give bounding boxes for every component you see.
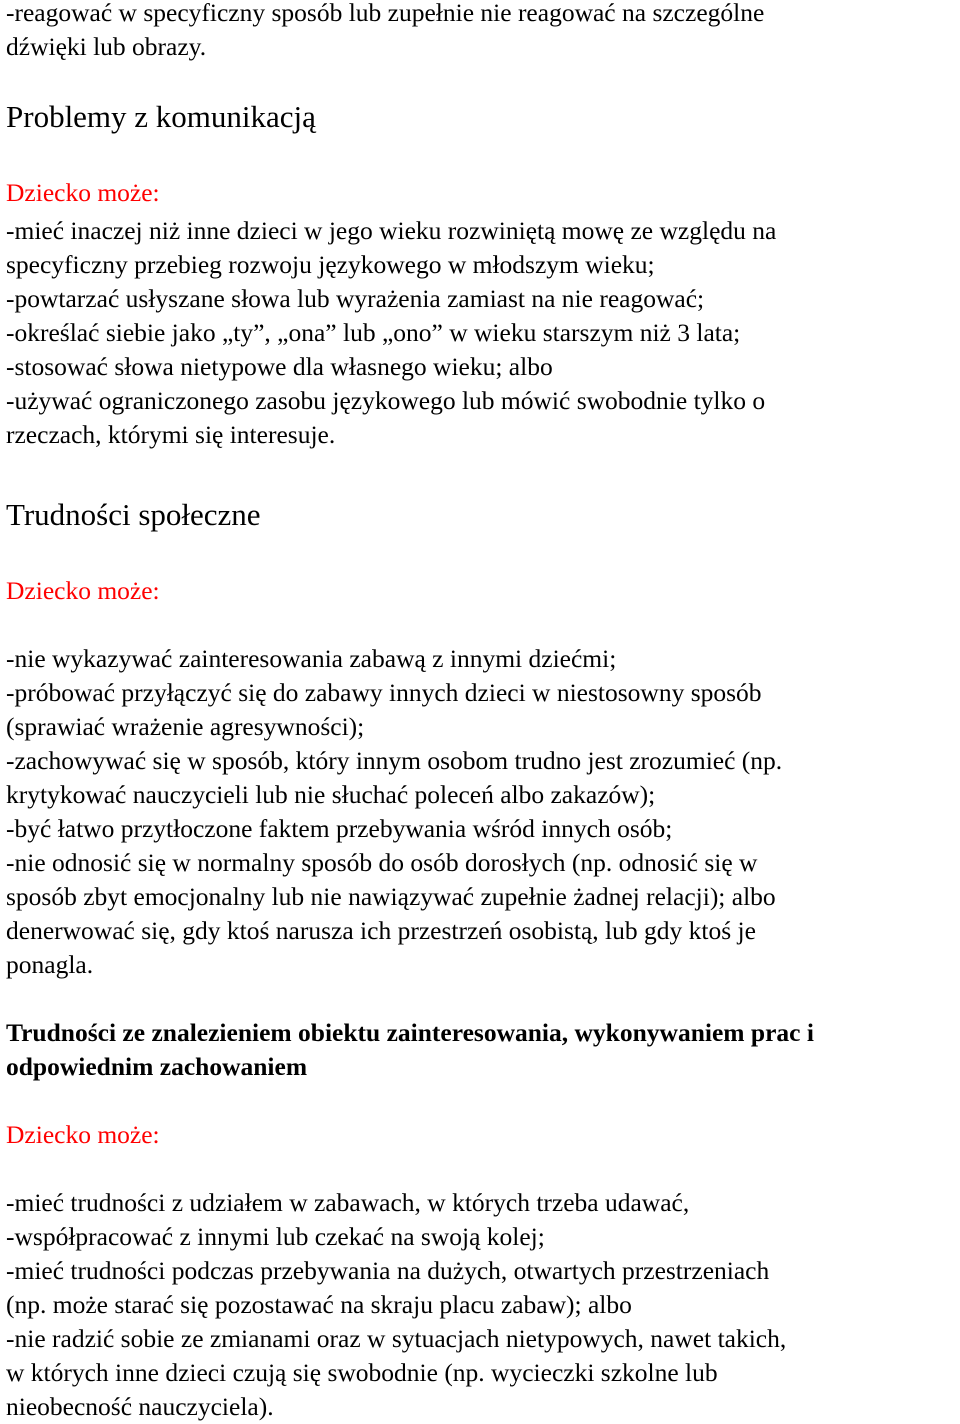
text-line: (sprawiać wrażenie agresywności); [6, 712, 365, 741]
section-heading-communication: Problemy z komunikacją [6, 99, 316, 134]
text-line: -nie odnosić się w normalny sposób do osób dorosłych (np. odnosić się w [6, 848, 758, 877]
text-line: -mieć trudności z udziałem w zabawach, w których trzeba udawać, [6, 1188, 690, 1217]
communication-list [6, 214, 776, 452]
text-line: -mieć inaczej niż inne dzieci w jego wieku rozwiniętą mowę ze względu na [6, 216, 777, 245]
text-line: w których inne dzieci czują się swobodnie (np. wycieczki szkolne lub [6, 1358, 718, 1387]
text-line: -mieć trudności podczas przebywania na dużych, otwartych przestrzeniach [6, 1256, 770, 1285]
text-line: -powtarzać usłyszane słowa lub wyrażenia zamiast na nie reagować; [6, 284, 705, 313]
section-heading-line: Trudności ze znalezieniem obiektu zainteresowania, wykonywaniem prac i [6, 1018, 814, 1047]
text-line: -określać siebie jako „ty”, „ona” lub „ono” w wieku starszym niż 3 lata; [6, 318, 741, 347]
section-heading-line: odpowiednim zachowaniem [6, 1052, 308, 1081]
text-line: -próbować przyłączyć się do zabawy innych dzieci w niestosowny sposób [6, 678, 762, 707]
text-line: dźwięki lub obrazy. [6, 32, 207, 61]
text-line: -współpracować z innymi lub czekać na swoją kolej; [6, 1222, 545, 1251]
text-line: (np. może starać się pozostawać na skraju placu zabaw); albo [6, 1290, 632, 1319]
text-line: -stosować słowa nietypowe dla własnego wieku; albo [6, 352, 553, 381]
text-line: -być łatwo przytłoczone faktem przebywania wśród innych osób; [6, 814, 673, 843]
interests-list [6, 1186, 786, 1424]
intro-block [6, 0, 764, 64]
text-line: rzeczach, którymi się interesuje. [6, 420, 336, 449]
text-line: denerwować się, gdy ktoś narusza ich przestrzeń osobistą, lub gdy ktoś je [6, 916, 756, 945]
text-line: ponagla. [6, 950, 94, 979]
section-heading-interests [6, 1016, 956, 1084]
text-line: -reagować w specyficzny sposób lub zupełnie nie reagować na szczególne [6, 0, 765, 27]
text-line: -nie wykazywać zainteresowania zabawą z innymi dziećmi; [6, 644, 617, 673]
text-line: -nie radzić sobie ze zmianami oraz w sytuacjach nietypowych, nawet takich, [6, 1324, 787, 1353]
text-line: specyficzny przebieg rozwoju językowego w młodszym wieku; [6, 250, 655, 279]
text-line: sposób zbyt emocjonalny lub nie nawiązywać zupełnie żadnej relacji); albo [6, 882, 776, 911]
text-line: -zachowywać się w sposób, który innym osobom trudno jest zrozumieć (np. [6, 746, 783, 775]
child-may-label: Dziecko może: [6, 1120, 160, 1149]
child-may-label: Dziecko może: [6, 178, 160, 207]
text-line: nieobecność nauczyciela). [6, 1392, 274, 1421]
social-list [6, 642, 782, 982]
child-may-label: Dziecko może: [6, 576, 160, 605]
text-line: krytykować nauczycieli lub nie słuchać poleceń albo zakazów); [6, 780, 656, 809]
text-line: -używać ograniczonego zasobu językowego lub mówić swobodnie tylko o [6, 386, 766, 415]
section-heading-social: Trudności społeczne [6, 497, 261, 532]
